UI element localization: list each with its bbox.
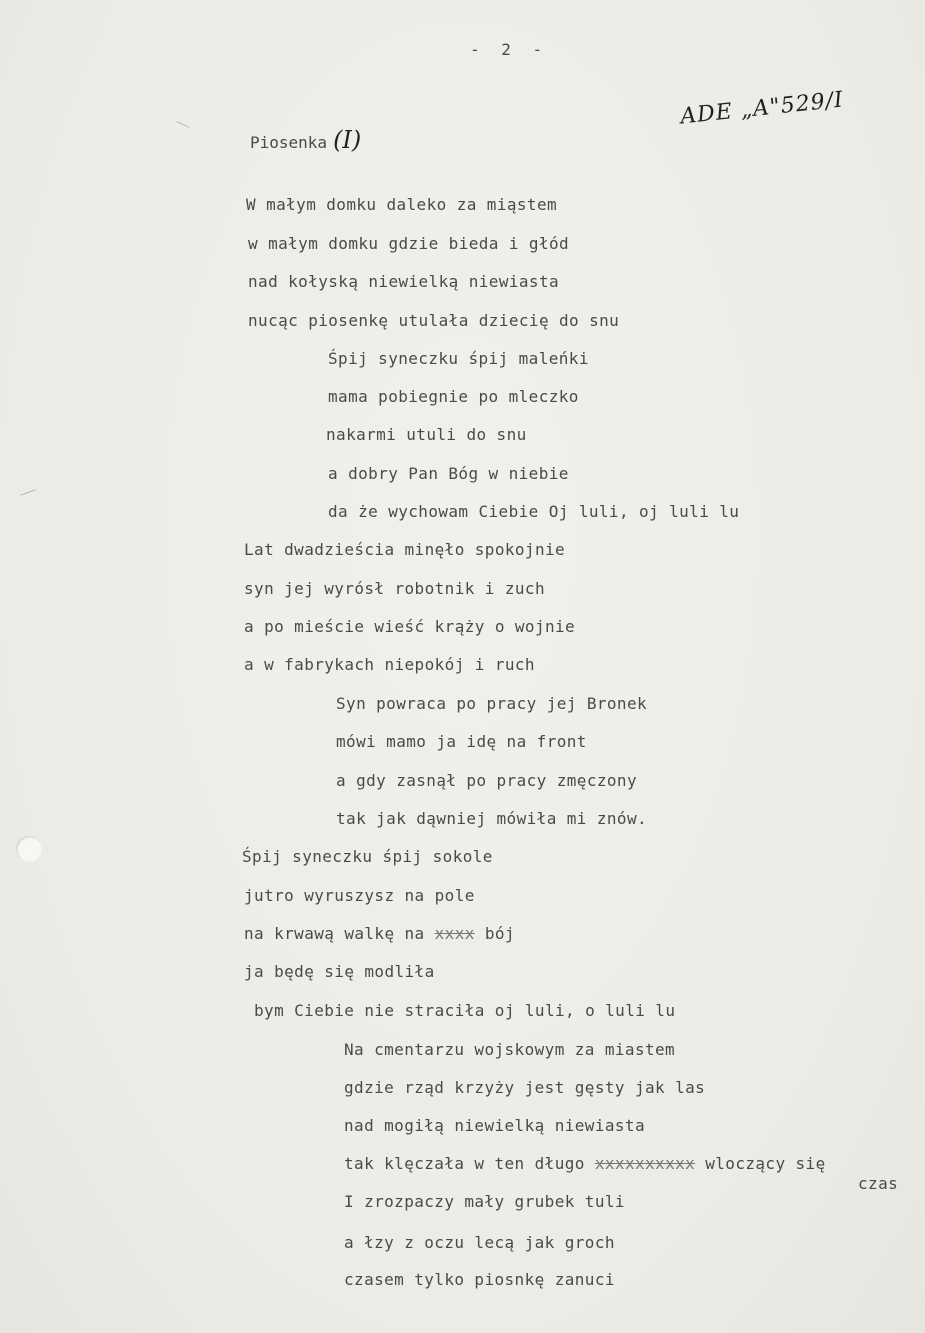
poem-title-text: Piosenka (250, 133, 328, 152)
verse-line: bym Ciebie nie straciła oj luli, o luli lu (254, 1001, 676, 1020)
verse-line: da że wychowam Ciebie Oj luli, oj luli lu (328, 502, 740, 521)
verse-line: nad kołyską niewielką niewiasta (248, 272, 560, 291)
verse-line: Lat dwadzieścia minęło spokojnie (244, 540, 566, 559)
verse-line: czasem tylko piosnkę zanuci (344, 1270, 615, 1289)
verse-line: Syn powraca po pracy jej Bronek (336, 694, 648, 713)
verse-overflow: czas (858, 1174, 899, 1193)
struck-out-word: xxxxxxxxxx (594, 1154, 696, 1173)
verse-line (244, 924, 515, 944)
struck-out-word: xxxx (434, 924, 475, 943)
verse-line: gdzie rząd krzyży jest gęsty jak las (344, 1078, 706, 1097)
handwritten-title-mark: (I) (333, 126, 362, 154)
verse-line (344, 1154, 826, 1174)
verse-line: I zrozpaczy mały grubek tuli (344, 1192, 625, 1211)
verse-line: mama pobiegnie po mleczko (328, 387, 579, 406)
page-number: - 2 - (470, 40, 549, 59)
punch-hole (16, 836, 42, 862)
verse-text: tak klęczała w ten długo (344, 1154, 585, 1173)
verse-line: Śpij syneczku śpij sokole (242, 847, 493, 866)
verse-text: bój (484, 924, 515, 943)
verse-line: Na cmentarzu wojskowym za miastem (344, 1040, 676, 1059)
verse-line: a po mieście wieść krąży o wojnie (244, 617, 576, 636)
verse-line: a łzy z oczu lecą jak groch (344, 1233, 615, 1252)
verse-line: nad mogiłą niewielką niewiasta (344, 1116, 645, 1135)
verse-line: Śpij syneczku śpij maleńki (328, 349, 589, 368)
verse-line: nucąc piosenkę utulała dziecię do snu (248, 311, 620, 330)
verse-line: a gdy zasnął po pracy zmęczony (336, 771, 637, 790)
verse-line: ja będę się modliła (244, 962, 435, 981)
verse-line: a w fabrykach niepokój i ruch (244, 655, 535, 674)
poem-title (250, 126, 361, 154)
verse-line: w małym domku gdzie bieda i głód (248, 234, 570, 253)
verse-line: nakarmi utuli do snu (326, 425, 527, 444)
verse-line: W małym domku daleko za miąstem (246, 195, 558, 214)
verse-line: mówi mamo ja idę na front (336, 732, 587, 751)
verse-text: na krwawą walkę na (244, 924, 425, 943)
verse-line: syn jej wyrósł robotnik i zuch (244, 579, 545, 598)
verse-text: wloczący się (705, 1154, 826, 1173)
handwritten-archive-signature: ADE „A"529/I (679, 87, 845, 130)
verse-line: jutro wyruszysz na pole (244, 886, 475, 905)
paper-mark (20, 489, 35, 495)
paper-mark (176, 121, 189, 128)
verse-line: tak jak dąwniej mówiła mi znów. (336, 809, 648, 828)
verse-line: a dobry Pan Bóg w niebie (328, 464, 569, 483)
